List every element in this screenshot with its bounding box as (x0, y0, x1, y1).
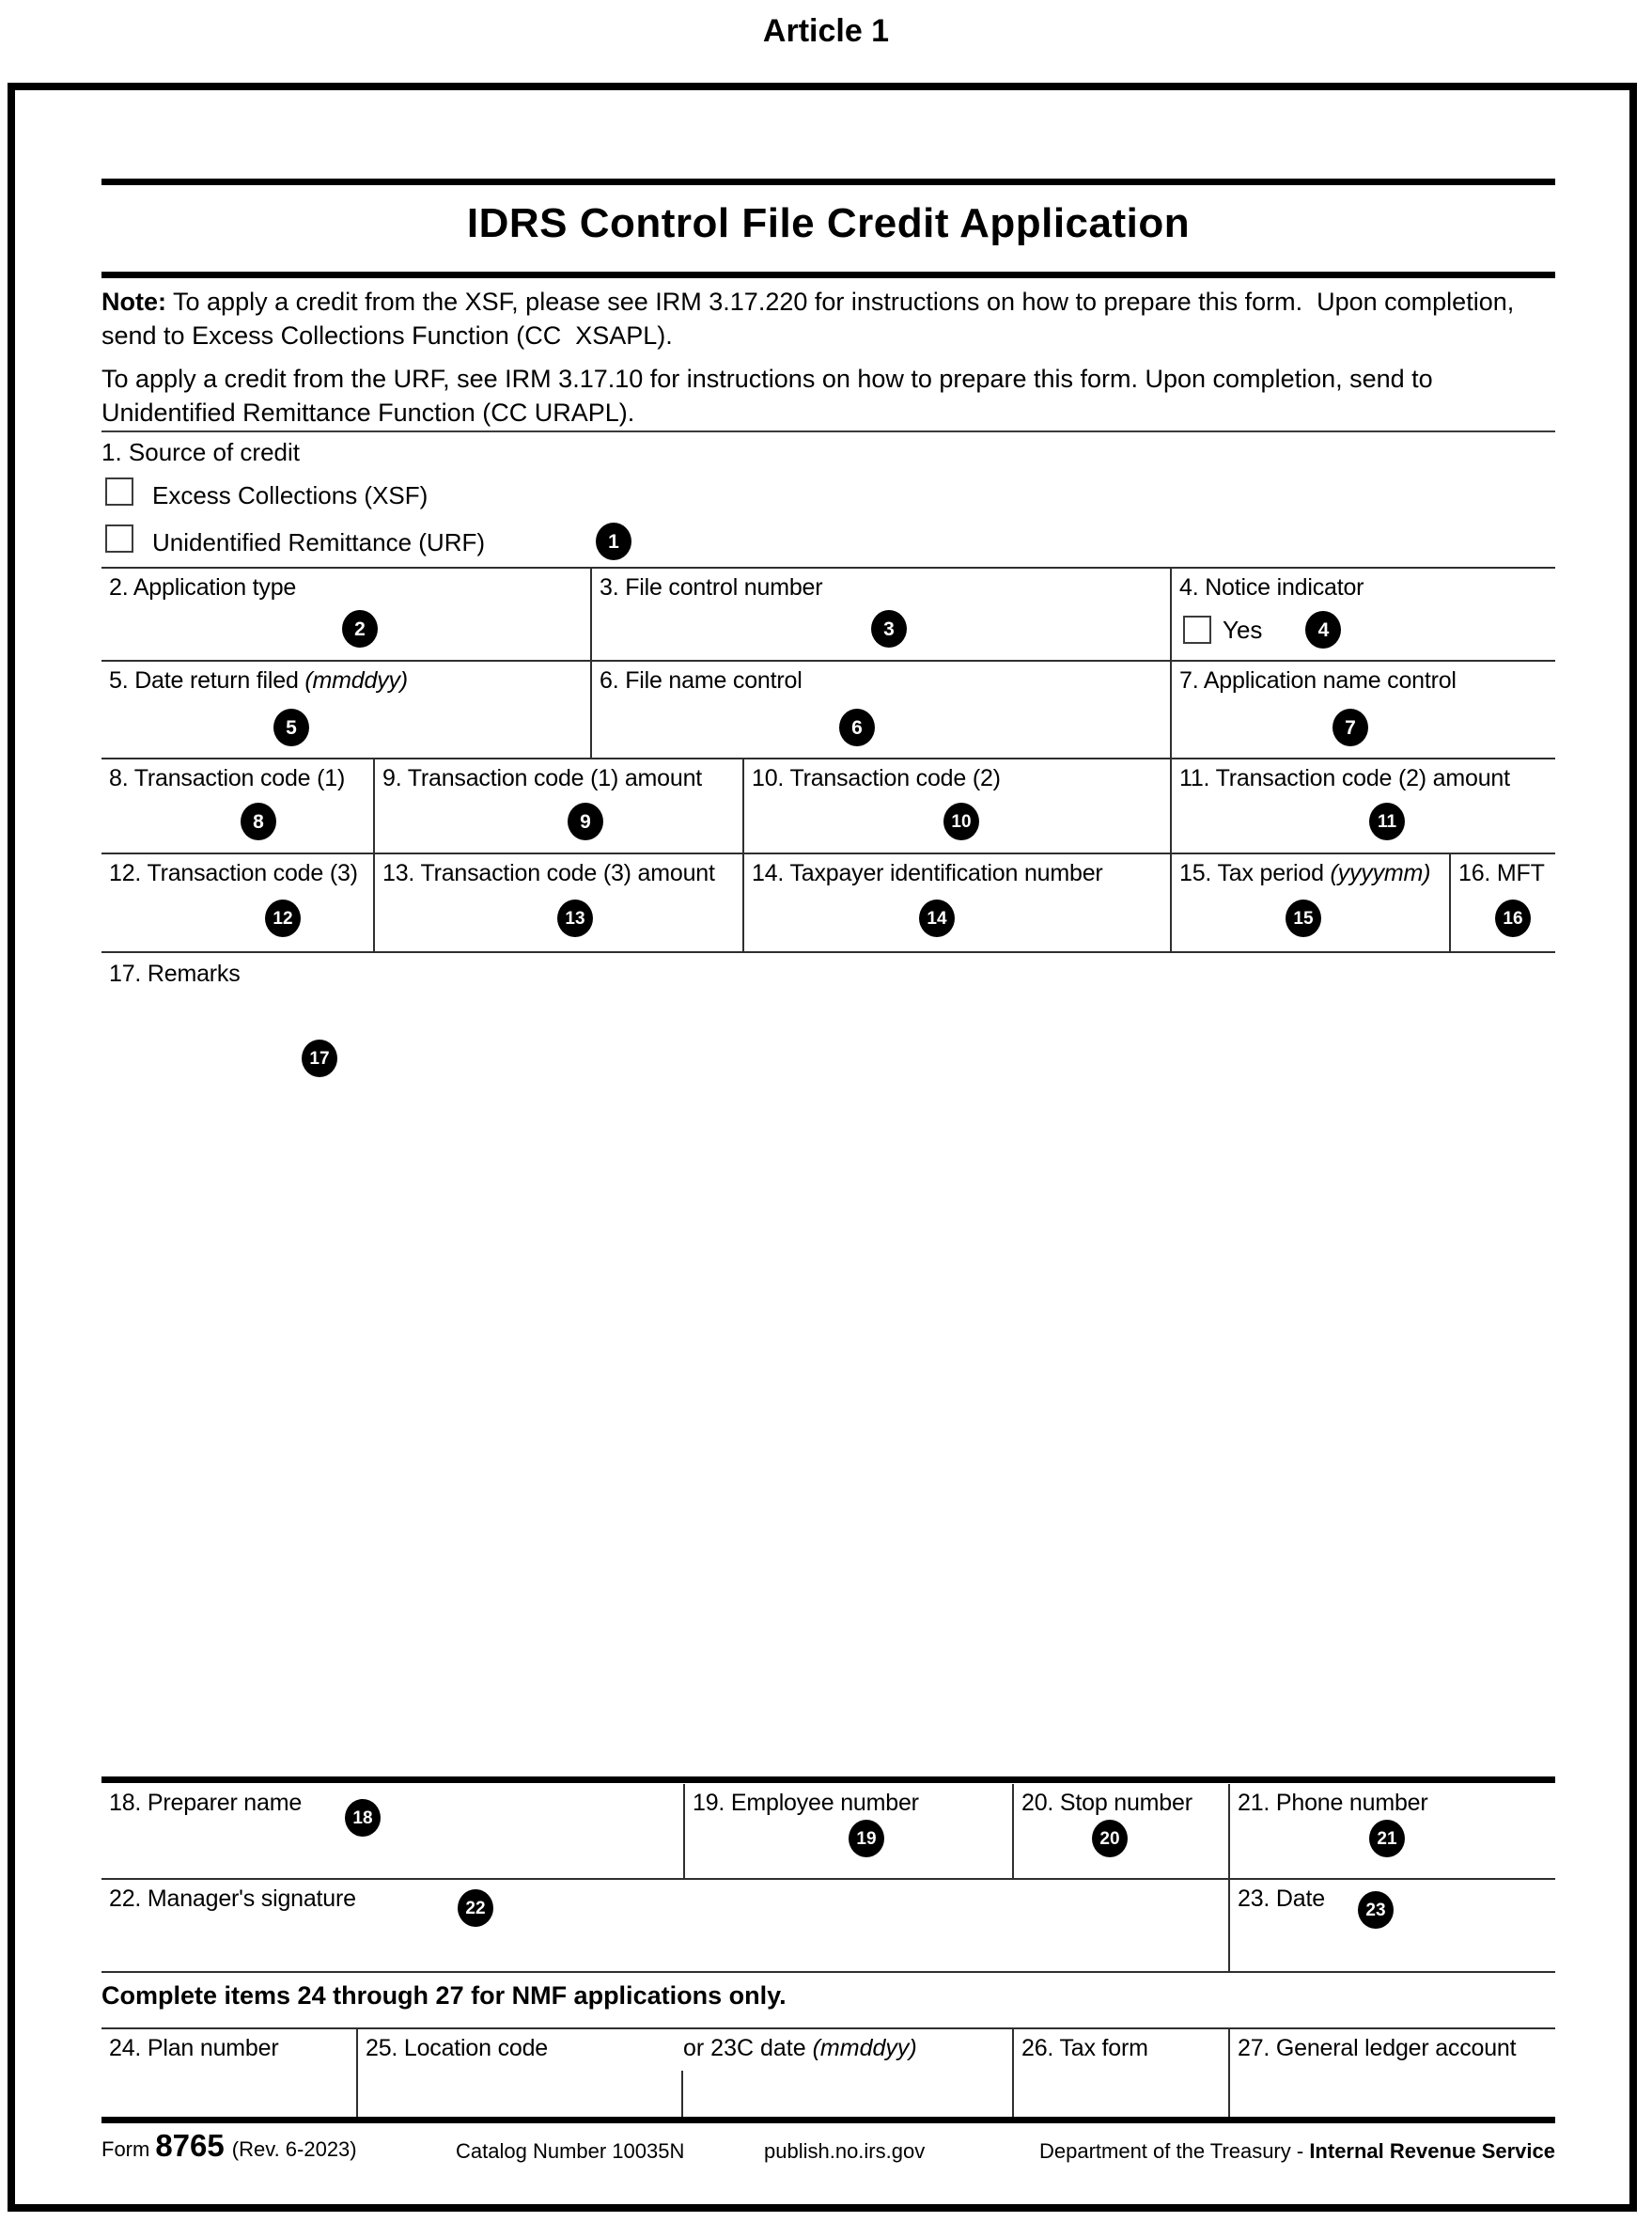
field-label: 21. Phone number (1238, 1790, 1428, 1816)
field-label: 8. Transaction code (1) (109, 765, 346, 791)
field-managers-signature (101, 1880, 1228, 1971)
field-phone-number (1228, 1784, 1555, 1878)
field-label: 15. Tax period (yyyymm) (1179, 860, 1431, 886)
field-tax-period (1170, 854, 1449, 951)
callout-badge-9: 9 (568, 803, 603, 840)
field-remarks (101, 951, 1555, 1776)
callout-badge-2: 2 (342, 610, 378, 648)
field-transaction-code-1 (101, 759, 373, 853)
field-label: 22. Manager's signature (109, 1886, 356, 1912)
title-top-rule (101, 179, 1555, 185)
form-number: 8765 (155, 2128, 225, 2163)
field-label: 5. Date return filed (mmddyy) (109, 667, 408, 694)
field-notice-indicator (1170, 569, 1555, 660)
callout-badge-6: 6 (839, 709, 875, 746)
field-format-hint: (mmddyy) (304, 667, 408, 694)
form-number-group (101, 2128, 357, 2164)
field-label: 9. Transaction code (1) amount (382, 765, 703, 791)
yes-checkbox-label: Yes (1223, 615, 1263, 644)
form-revision: (Rev. 6-2023) (231, 2137, 357, 2161)
field-label: 23. Date (1238, 1886, 1325, 1912)
field-label: 19. Employee number (693, 1790, 919, 1816)
field-label: 17. Remarks (109, 961, 241, 987)
field-file-control-number (590, 569, 1170, 660)
field-general-ledger-account (1228, 2029, 1555, 2119)
field-application-name-control (1170, 662, 1555, 758)
agency-label: Internal Revenue Service (1309, 2139, 1555, 2163)
note-paragraph-xsf (101, 285, 1555, 352)
field-tax-form (1012, 2029, 1228, 2119)
field-label-source-of-credit: 1. Source of credit (101, 438, 300, 466)
field-transaction-code-2 (742, 759, 1170, 853)
publish-website: publish.no.irs.gov (764, 2139, 926, 2163)
field-label: 11. Transaction code (2) amount (1179, 765, 1510, 791)
callout-badge-18: 18 (345, 1799, 381, 1837)
note-label: Note: (101, 288, 166, 316)
form-row-8-11 (101, 758, 1555, 853)
nmf-section-heading: Complete items 24 through 27 for NMF applications only. (101, 1981, 787, 2010)
callout-badge-15: 15 (1286, 900, 1321, 937)
field-label-23c-date: or 23C date (mmddyy) (683, 2035, 917, 2061)
xsf-checkbox-label: Excess Collections (XSF) (152, 481, 429, 509)
form-word: Form (101, 2137, 150, 2161)
form-row-2-4 (101, 567, 1555, 660)
form-row-18-21 (101, 1784, 1555, 1878)
callout-badge-8: 8 (241, 803, 276, 840)
field-label: 12. Transaction code (3) (109, 860, 358, 886)
page-title: Article 1 (762, 13, 890, 49)
urf-checkbox-label: Unidentified Remittance (URF) (152, 528, 486, 556)
location-23c-divider (681, 2071, 683, 2120)
form-row-5-7 (101, 660, 1555, 758)
field-label: 14. Taxpayer identification number (752, 860, 1103, 886)
field-application-type (101, 569, 590, 660)
callout-badge-22: 22 (458, 1889, 493, 1927)
field-label: 26. Tax form (1021, 2035, 1148, 2061)
field-label: 6. File name control (600, 667, 803, 694)
source-of-credit-top-rule (101, 430, 1555, 432)
department-label: Department of the Treasury - (1038, 2139, 1310, 2163)
yes-checkbox[interactable] (1183, 616, 1211, 644)
field-location-code (356, 2029, 1012, 2119)
urf-checkbox[interactable] (105, 524, 133, 553)
preparer-section-rule (101, 1776, 1555, 1783)
callout-badge-4: 4 (1305, 611, 1341, 649)
callout-badge-16: 16 (1495, 900, 1531, 937)
field-plan-number (101, 2029, 356, 2119)
field-transaction-code-1-amount (373, 759, 742, 853)
department-agency (1039, 2139, 1555, 2164)
field-date-return-filed (101, 662, 590, 758)
note-paragraph-urf: To apply a credit from the URF, see IRM 3.17.10 for instructions on how to prepare this form. Upon completion, send to Unidentified Remittance Function (CC URAPL). (101, 365, 1441, 427)
callout-badge-17: 17 (302, 1040, 337, 1077)
field-preparer-name (101, 1784, 683, 1878)
callout-badge-14: 14 (919, 900, 955, 937)
field-transaction-code-2-amount (1170, 759, 1555, 853)
field-label: 2. Application type (109, 574, 297, 601)
field-transaction-code-3-amount (373, 854, 742, 951)
field-label: 10. Transaction code (2) (752, 765, 1001, 791)
callout-badge-23: 23 (1358, 1891, 1394, 1929)
field-label: 13. Transaction code (3) amount (382, 860, 715, 886)
notice-indicator-option (1179, 611, 1548, 649)
callout-badge-5: 5 (273, 709, 309, 746)
field-label: 20. Stop number (1021, 1790, 1192, 1816)
field-format-hint: (yyyymm) (1330, 860, 1431, 886)
callout-badge-13: 13 (557, 900, 593, 937)
catalog-number: Catalog Number 10035N (456, 2139, 685, 2163)
callout-badge-12: 12 (265, 900, 301, 937)
form-row-12-16 (101, 853, 1555, 951)
field-label: 3. File control number (600, 574, 823, 601)
field-date (1228, 1880, 1555, 1971)
field-label: 25. Location code (366, 2035, 548, 2061)
field-label: 7. Application name control (1179, 667, 1457, 694)
field-label: 27. General ledger account (1238, 2035, 1517, 2061)
field-transaction-code-3 (101, 854, 373, 951)
field-label: 4. Notice indicator (1179, 574, 1364, 601)
callout-badge-21: 21 (1369, 1820, 1405, 1857)
callout-badge-1: 1 (596, 523, 631, 560)
field-label: 24. Plan number (109, 2035, 279, 2061)
field-label: 18. Preparer name (109, 1790, 303, 1816)
form-title: IDRS Control File Credit Application (466, 200, 1191, 246)
callout-badge-11: 11 (1369, 803, 1405, 840)
form-row-22-23 (101, 1878, 1555, 1973)
title-bottom-rule (101, 272, 1555, 278)
field-stop-number (1012, 1784, 1228, 1878)
note-text-xsf: To apply a credit from the XSF, please see IRM 3.17.220 for instructions on how to prepare this form. Upon completion, send to Excess Collections Function (CC XSAPL). (101, 288, 1521, 350)
field-file-name-control (590, 662, 1170, 758)
form-row-24-27 (101, 2027, 1555, 2119)
field-format-hint: (mmddyy) (812, 2035, 917, 2061)
field-taxpayer-identification-number (742, 854, 1170, 951)
footer-rule (101, 2117, 1555, 2123)
field-label: 16. MFT (1458, 860, 1545, 886)
field-employee-number (683, 1784, 1012, 1878)
callout-badge-20: 20 (1092, 1820, 1128, 1857)
callout-badge-3: 3 (871, 610, 907, 648)
xsf-checkbox[interactable] (105, 477, 133, 506)
callout-badge-7: 7 (1333, 709, 1368, 746)
field-mft (1449, 854, 1555, 951)
callout-badge-10: 10 (943, 803, 979, 840)
callout-badge-19: 19 (849, 1820, 884, 1857)
